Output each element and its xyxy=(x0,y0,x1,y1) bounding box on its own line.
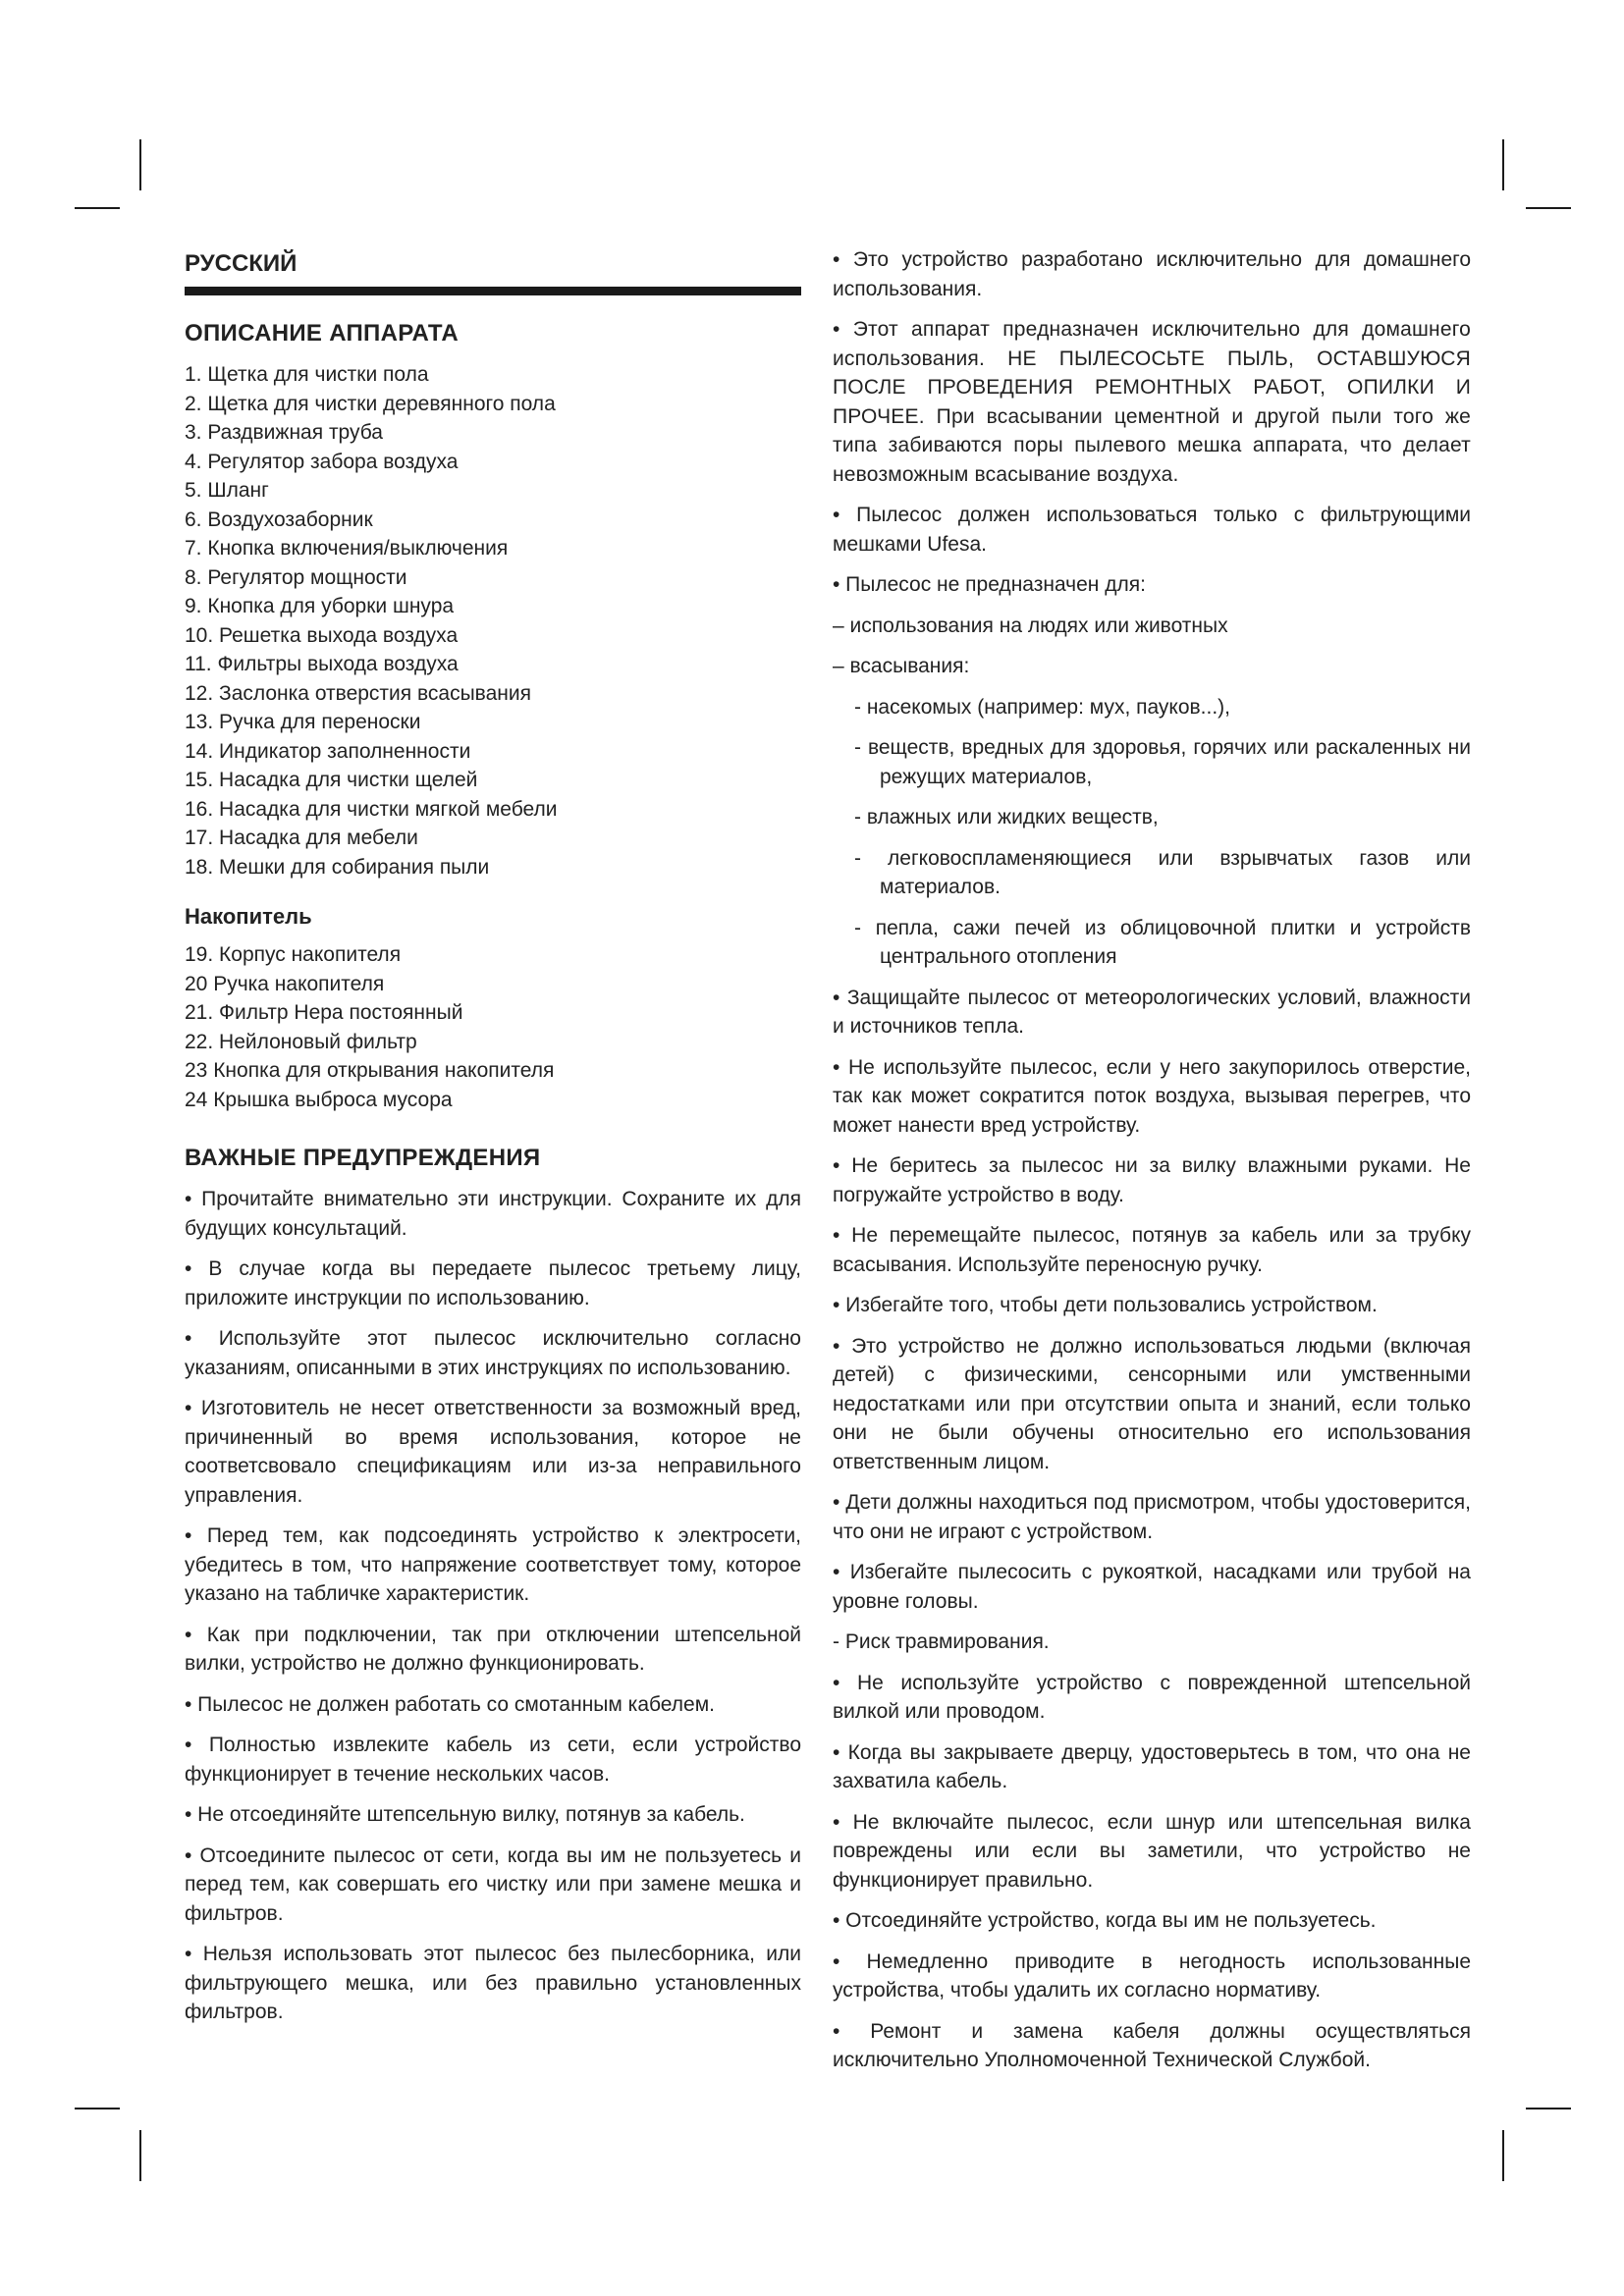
crop-mark-top-left-horizontal xyxy=(75,207,120,209)
crop-mark-bottom-left-vertical xyxy=(139,2130,141,2181)
language-rule xyxy=(185,287,801,295)
language-title: РУССКИЙ xyxy=(185,250,298,277)
warning-paragraph: • Отсоединяйте устройство, когда вы им не пользуетесь. xyxy=(833,1909,1377,1932)
list-item: 4. Регулятор забора воздуха xyxy=(185,450,459,473)
warning-paragraph: • Когда вы закрываете дверцу, удостоверьтесь в том, что она не захватила кабель. xyxy=(833,1740,1471,1792)
list-item: 7. Кнопка включения/выключения xyxy=(185,537,509,560)
warning-paragraph: • Прочитайте внимательно эти инструкции. Сохраните их для будущих консультаций. xyxy=(185,1188,801,1240)
suction-item: - легковоспламеняющиеся или взрывчатых газов или материалов. xyxy=(854,846,1471,898)
parts-list xyxy=(185,360,801,881)
left-column xyxy=(185,245,801,2039)
warning-paragraph: • Избегайте того, чтобы дети пользовались устройством. xyxy=(833,1294,1378,1316)
list-item: 19. Корпус накопителя xyxy=(185,943,402,966)
warning-paragraph: • В случае когда вы передаете пылесос третьему лицу, приложите инструкции по использованию. xyxy=(185,1257,801,1309)
warning-paragraph: • Защищайте пылесос от метеорологических условий, влажности и источников тепла. xyxy=(833,986,1471,1038)
suction-item: - насекомых (например: мух, пауков...), xyxy=(854,695,1231,719)
list-item: 9. Кнопка для уборки шнура xyxy=(185,595,455,617)
warning-paragraph: • Полностью извлеките кабель из сети, если устройство функционирует в течение нескольких часов. xyxy=(185,1734,801,1786)
warning-paragraph: • Используйте этот пылесос исключительно согласно указаниям, описанными в этих инструкциях по использованию. xyxy=(185,1327,801,1379)
warning-paragraph: • Нельзя использовать этот пылесос без пылесборника, или фильтрующего мешка, или без правильно установленных фильтров. xyxy=(185,1943,801,2023)
warning-paragraph: • Изготовитель не несет ответственности за возможный вред, причиненный во время использования, которое не соответсвовало спецификациям или из-за неправильного управления. xyxy=(185,1397,801,1507)
crop-mark-top-right-horizontal xyxy=(1526,207,1571,209)
warning-paragraph: • Не используйте пылесос, если у него закупорилось отверстие, так как может сократится поток воздуха, вызывая перегрев, что может нанести вред устройству. xyxy=(833,1055,1471,1137)
crop-mark-bottom-right-horizontal xyxy=(1526,2108,1571,2109)
warning-paragraph: • Не включайте пылесос, если шнур или штепсельная вилка повреждены или если вы заметили, что устройство не функционирует правильно. xyxy=(833,1810,1471,1892)
warning-paragraph: • Пылесос не должен работать со смотанным кабелем. xyxy=(185,1692,715,1716)
crop-mark-top-right-vertical xyxy=(1502,139,1504,190)
list-item: 23 Кнопка для открывания накопителя xyxy=(185,1059,555,1082)
warning-paragraph: • Пылесос должен использоваться только с фильтрующими мешками Ufesa. xyxy=(833,504,1471,556)
list-item: 17. Насадка для мебели xyxy=(185,827,418,849)
list-item: 3. Раздвижная труба xyxy=(185,421,383,444)
list-item: 5. Шланг xyxy=(185,479,269,502)
warning-paragraph: • Не отсоединяйте штепсельную вилку, потянув за кабель. xyxy=(185,1803,745,1826)
warning-paragraph: - Риск травмирования. xyxy=(833,1630,1050,1653)
list-item: 13. Ручка для переноски xyxy=(185,711,421,733)
warning-paragraph: • Ремонт и замена кабеля должны осуществляться исключительно Уполномоченной Технической Службой. xyxy=(833,2019,1471,2071)
crop-mark-top-left-vertical xyxy=(139,139,141,190)
warning-paragraph: • Не используйте устройство с поврежденной штепсельной вилкой или проводом. xyxy=(833,1671,1471,1723)
list-item: 18. Мешки для собирания пыли xyxy=(185,855,490,879)
crop-mark-bottom-left-horizontal xyxy=(75,2108,120,2109)
warning-paragraph: • Не беритесь за пылесос ни за вилку влажными руками. Не погружайте устройство в воду. xyxy=(833,1154,1471,1206)
section-title-accumulator: Накопитель xyxy=(185,904,312,929)
list-item: 11. Фильтры выхода воздуха xyxy=(185,653,459,675)
accumulator-list xyxy=(185,940,801,1114)
warning-paragraph: • Отсоедините пылесос от сети, когда вы им не пользуетесь и перед тем, как совершать его чистку или при замене мешка и фильтров. xyxy=(185,1843,801,1925)
list-item: 21. Фильтр Hepa постоянный xyxy=(185,1001,463,1024)
warning-paragraph: • Как при подключении, так при отключении штепсельной вилки, устройство не должно функционировать. xyxy=(185,1623,801,1675)
right-column xyxy=(833,245,1471,2087)
warning-paragraph: • Перед тем, как подсоединять устройство к электросети, убедитесь в том, что напряжение соответствует тому, которое указано на табличке характеристик. xyxy=(185,1524,801,1605)
list-item: 22. Нейлоновый фильтр xyxy=(185,1030,417,1053)
list-item: 8. Регулятор мощности xyxy=(185,565,407,589)
warning-paragraph: • Немедленно приводите в негодность использованные устройства, чтобы удалить их согласно нормативу. xyxy=(833,1949,1471,2002)
section-title-warnings: ВАЖНЫЕ ПРЕДУПРЕЖДЕНИЯ xyxy=(185,1145,541,1171)
not-for-item: – использования на людях или животных xyxy=(833,614,1228,637)
list-item: 24 Крышка выброса мусора xyxy=(185,1088,453,1111)
suction-item: - веществ, вредных для здоровья, горячих или раскаленных ни режущих материалов, xyxy=(854,736,1471,788)
warning-paragraph: • Это устройство не должно использоваться людьми (включая детей) с физическими, сенсорными или умственными недостатками или при отсутствии опыта и знаний, если только они не были обучены относительно его использования ответственным лицом. xyxy=(833,1334,1471,1473)
not-for-item: – всасывания: xyxy=(833,655,970,677)
list-item: 10. Решетка выхода воздуха xyxy=(185,623,459,647)
warning-paragraph: • Избегайте пылесосить с рукояткой, насадками или трубой на уровне головы. xyxy=(833,1561,1471,1613)
suction-item: - влажных или жидких веществ, xyxy=(854,806,1159,828)
warning-paragraph: • Пылесос не предназначен для: xyxy=(833,573,1146,596)
crop-mark-bottom-right-vertical xyxy=(1502,2130,1504,2181)
list-item: 12. Заслонка отверстия всасывания xyxy=(185,681,531,705)
suction-item: - пепла, сажи печей из облицовочной плитки и устройств центрального отопления xyxy=(854,916,1471,968)
warning-paragraph: • Этот аппарат предназначен исключительно для домашнего использования. НЕ ПЫЛЕСОСЬТЕ ПЫЛЬ, ОСТАВШУЮСЯ ПОСЛЕ ПРОВЕДЕНИЯ РЕМОНТНЫХ РАБОТ, ОПИЛКИ И ПРОЧЕЕ. При всасывании цементной и другой пыли того же типа забиваются поры пылевого мешка аппарата, что делает невозможным всасывание воздуха. xyxy=(833,318,1471,486)
section-title-description: ОПИСАНИЕ АППАРАТА xyxy=(185,320,459,347)
list-item: 15. Насадка для чистки щелей xyxy=(185,769,478,791)
list-item: 6. Воздухозаборник xyxy=(185,507,373,531)
warning-paragraph: • Дети должны находиться под присмотром, чтобы удостоверится, что они не играют с устройством. xyxy=(833,1491,1471,1543)
list-item: 20 Ручка накопителя xyxy=(185,972,385,995)
warning-paragraph: • Это устройство разработано исключительно для домашнего использования. xyxy=(833,248,1471,300)
warning-paragraph: • Не перемещайте пылесос, потянув за кабель или за трубку всасывания. Используйте переносную ручку. xyxy=(833,1224,1471,1276)
list-item: 14. Индикатор заполненности xyxy=(185,739,471,763)
list-item: 2. Щетка для чистки деревянного пола xyxy=(185,392,556,415)
list-item: 1. Щетка для чистки пола xyxy=(185,363,429,386)
list-item: 16. Насадка для чистки мягкой мебели xyxy=(185,797,558,821)
